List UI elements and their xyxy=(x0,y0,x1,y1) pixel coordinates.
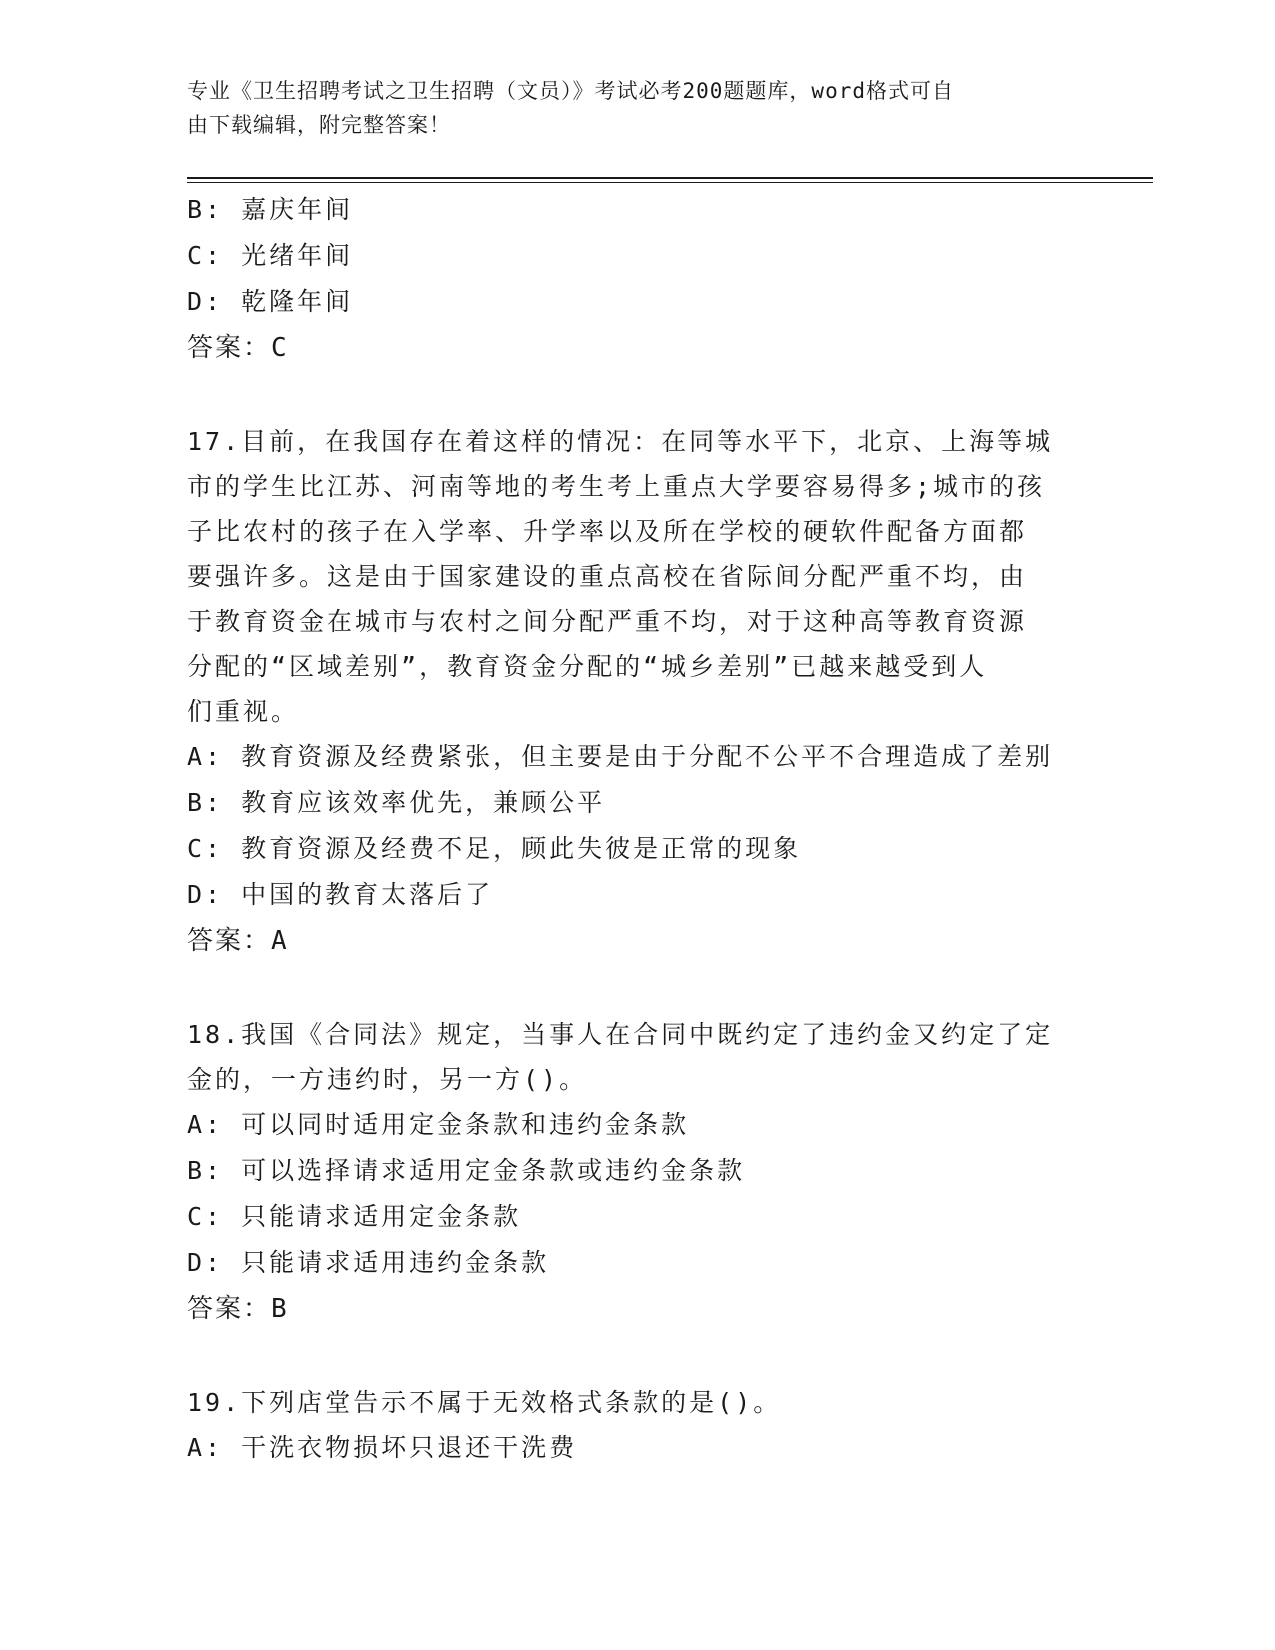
q19-stem-line: 19.下列店堂告示不属于无效格式条款的是()。 xyxy=(187,1388,782,1417)
q17-stem-line: 要强许多。这是由于国家建设的重点高校在省际间分配严重不均，由 xyxy=(187,562,1028,591)
q16-option-b: B: 嘉庆年间 xyxy=(187,195,354,224)
q17-stem-line: 于教育资金在城市与农村之间分配严重不均，对于这种高等教育资源 xyxy=(187,607,1028,636)
spacer xyxy=(187,964,1077,1012)
q18-option-b: B: 可以选择请求适用定金条款或违约金条款 xyxy=(187,1156,746,1185)
q18-option-d: D: 只能请求适用违约金条款 xyxy=(187,1248,550,1277)
q17-stem-line: 们重视。 xyxy=(187,697,300,726)
question-16 xyxy=(187,187,1077,371)
q18-answer: 答案：B xyxy=(187,1294,289,1324)
q17-answer: 答案：A xyxy=(187,926,289,956)
header-divider-thin xyxy=(187,182,1153,183)
question-18 xyxy=(187,1012,1077,1332)
spacer xyxy=(187,1332,1077,1380)
q19-option-a: A: 干洗衣物损坏只退还干洗费 xyxy=(187,1433,578,1462)
q17-option-b: B: 教育应该效率优先，兼顾公平 xyxy=(187,788,606,817)
q17-option-a: A: 教育资源及经费紧张，但主要是由于分配不公平不合理造成了差别 xyxy=(187,742,1054,771)
q18-option-a: A: 可以同时适用定金条款和违约金条款 xyxy=(187,1110,690,1139)
spacer xyxy=(187,371,1077,419)
q18-option-c: C: 只能请求适用定金条款 xyxy=(187,1202,522,1231)
q17-stem-line: 17.目前，在我国存在着这样的情况：在同等水平下，北京、上海等城 xyxy=(187,427,1054,456)
question-19 xyxy=(187,1380,1077,1471)
q17-stem-line: 子比农村的孩子在入学率、升学率以及所在学校的硬软件配备方面都 xyxy=(187,517,1028,546)
q16-answer: 答案：C xyxy=(187,333,289,363)
header-line-1: 专业《卫生招聘考试之卫生招聘（文员）》考试必考200题题库，word格式可自 xyxy=(187,79,954,103)
q17-option-d: D: 中国的教育太落后了 xyxy=(187,880,494,909)
q18-stem-line: 金的，一方违约时，另一方()。 xyxy=(187,1065,588,1094)
header-line-2: 由下载编辑，附完整答案！ xyxy=(187,113,451,137)
q18-stem-line: 18.我国《合同法》规定，当事人在合同中既约定了违约金又约定了定 xyxy=(187,1020,1054,1049)
question-17 xyxy=(187,419,1077,964)
document-header xyxy=(187,74,1067,142)
q17-stem-line: 市的学生比江苏、河南等地的考生考上重点大学要容易得多;城市的孩 xyxy=(187,472,1046,501)
q17-stem-line: 分配的“区域差别”，教育资金分配的“城乡差别”已越来越受到人 xyxy=(187,652,988,681)
q16-option-c: C: 光绪年间 xyxy=(187,241,354,270)
header-divider-thick xyxy=(187,177,1153,179)
q16-option-d: D: 乾隆年间 xyxy=(187,287,354,316)
question-list xyxy=(187,187,1077,1471)
q17-option-c: C: 教育资源及经费不足，顾此失彼是正常的现象 xyxy=(187,834,802,863)
